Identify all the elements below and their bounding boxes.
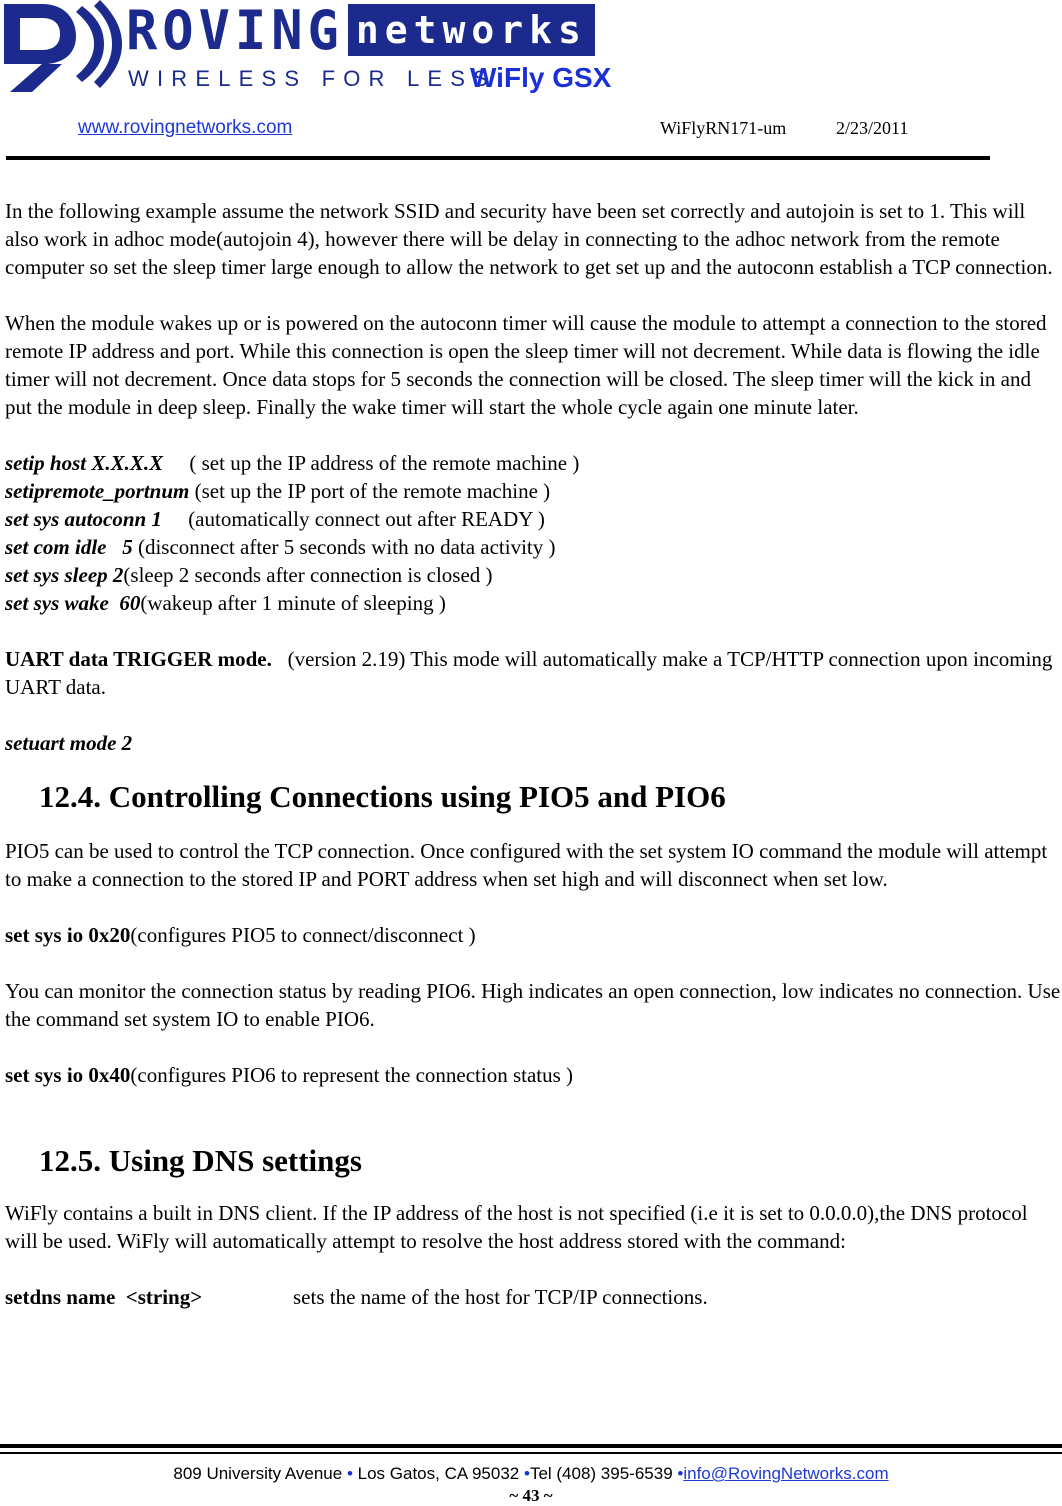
website-link[interactable]: www.rovingnetworks.com (78, 117, 293, 138)
page-body (5, 197, 1061, 1311)
command-text: set com idle 5 (5, 535, 133, 559)
footer-address: 809 University Avenue (173, 1464, 343, 1483)
command-text: setipremote_portnum (5, 479, 190, 503)
product-name: WiFly GSX (470, 62, 612, 93)
section-heading-12-5: 12.5. Using DNS settings (39, 1143, 362, 1178)
pio6-command-text: set sys io 0x40 (5, 1063, 131, 1087)
pio6-paragraph: You can monitor the connection status by reading PIO6. High indicates an open connection, low indicates no connection. Use the command set system IO to enable PIO6. (5, 979, 1061, 1031)
brand-word-roving: ROVING (126, 0, 344, 63)
footer-contact (0, 1464, 1062, 1484)
pio5-paragraph: PIO5 can be used to control the TCP connection. Once configured with the set system IO command the module will attempt to make a connection to the stored IP and PORT address when set high and will disconnect when set low. (5, 839, 1048, 891)
roving-networks-logo-icon (2, 0, 122, 92)
section-heading-12-4: 12.4. Controlling Connections using PIO5 and PIO6 (39, 779, 726, 814)
footer-tel: Tel (408) 395-6539 (529, 1464, 673, 1483)
document-date: 2/23/2011 (836, 118, 909, 138)
command-text: setip host X.X.X.X (5, 451, 164, 475)
command-text: set sys autoconn 1 (5, 507, 162, 531)
footer-divider-thin (0, 1452, 1062, 1454)
command-line (5, 449, 1061, 477)
autoconn-paragraph: When the module wakes up or is powered on the autoconn timer will cause the module to attempt a connection to the stored remote IP address and port. While this connection is open the sleep timer will not decrement. While data is flowing the idle timer will not decrement. Once data stops for 5 seconds the connection will be closed. The sleep timer will the kick in and put the module in deep sleep. Finally the wake timer will start the whole cycle again one minute later. (5, 311, 1047, 419)
brand-wordmark (126, 0, 595, 63)
command-text: set sys wake 60 (5, 591, 141, 615)
pio6-command (5, 1061, 1061, 1089)
footer-bullet: • (346, 1464, 353, 1483)
command-text: set sys sleep 2 (5, 563, 124, 587)
command-line (5, 505, 1061, 533)
uart-command (5, 729, 1061, 757)
command-line (5, 561, 1061, 589)
command-line (5, 533, 1061, 561)
command-line (5, 477, 1061, 505)
footer-city: Los Gatos, CA 95032 (357, 1464, 524, 1483)
pio5-command (5, 921, 1061, 949)
footer-bullet: • (523, 1464, 530, 1483)
command-description: (wakeup after 1 minute of sleeping ) (140, 591, 446, 615)
uart-description: (version 2.19) This mode will automatically make a TCP/HTTP connection upon incoming UART data. (5, 647, 1058, 699)
brand-tagline: WIRELESS FOR LESS (128, 66, 497, 91)
uart-title: UART data TRIGGER mode. (5, 647, 272, 671)
header-divider (6, 156, 990, 160)
command-description: (automatically connect out after READY ) (161, 507, 545, 531)
command-description: ( set up the IP address of the remote machine ) (163, 451, 580, 475)
footer-divider (0, 1444, 1062, 1448)
command-line (5, 589, 1061, 617)
document-id: WiFlyRN171-um (660, 118, 787, 138)
pio5-command-text: set sys io 0x20 (5, 923, 131, 947)
intro-paragraph: In the following example assume the network SSID and security have been set correctly and autojoin is set to 1. This will also work in adhoc mode(autojoin 4), however there will be delay in connecting to the adhoc network from the remote computer so set the sleep timer large enough to allow the network to get set up and the autoconn establish a TCP connection. (5, 199, 1053, 279)
command-description: (sleep 2 seconds after connection is closed ) (123, 563, 493, 587)
pio6-command-description: (configures PIO6 to represent the connection status ) (130, 1063, 574, 1087)
uart-command-text: setuart mode 2 (5, 731, 133, 755)
pio5-command-description: (configures PIO5 to connect/disconnect ) (130, 923, 476, 947)
command-description: (disconnect after 5 seconds with no data activity ) (132, 535, 556, 559)
dns-command-text: setdns name <string> (5, 1285, 203, 1309)
footer-bullet: • (677, 1464, 684, 1483)
footer-email-link[interactable]: info@RovingNetworks.com (683, 1464, 889, 1483)
dns-paragraph: WiFly contains a built in DNS client. If the IP address of the host is not specified (i.e it is set to 0.0.0.0),the DNS protocol will be used. WiFly will automatically attempt to resolve the host address stored with the command: (5, 1201, 1028, 1253)
uart-paragraph (5, 645, 1061, 701)
dns-command-description: sets the name of the host for TCP/IP connections. (293, 1285, 708, 1309)
brand-word-networks: networks (348, 4, 595, 56)
page-number: ~ 43 ~ (509, 1486, 553, 1505)
dns-command (5, 1283, 1061, 1311)
command-description: (set up the IP port of the remote machine ) (189, 479, 551, 503)
